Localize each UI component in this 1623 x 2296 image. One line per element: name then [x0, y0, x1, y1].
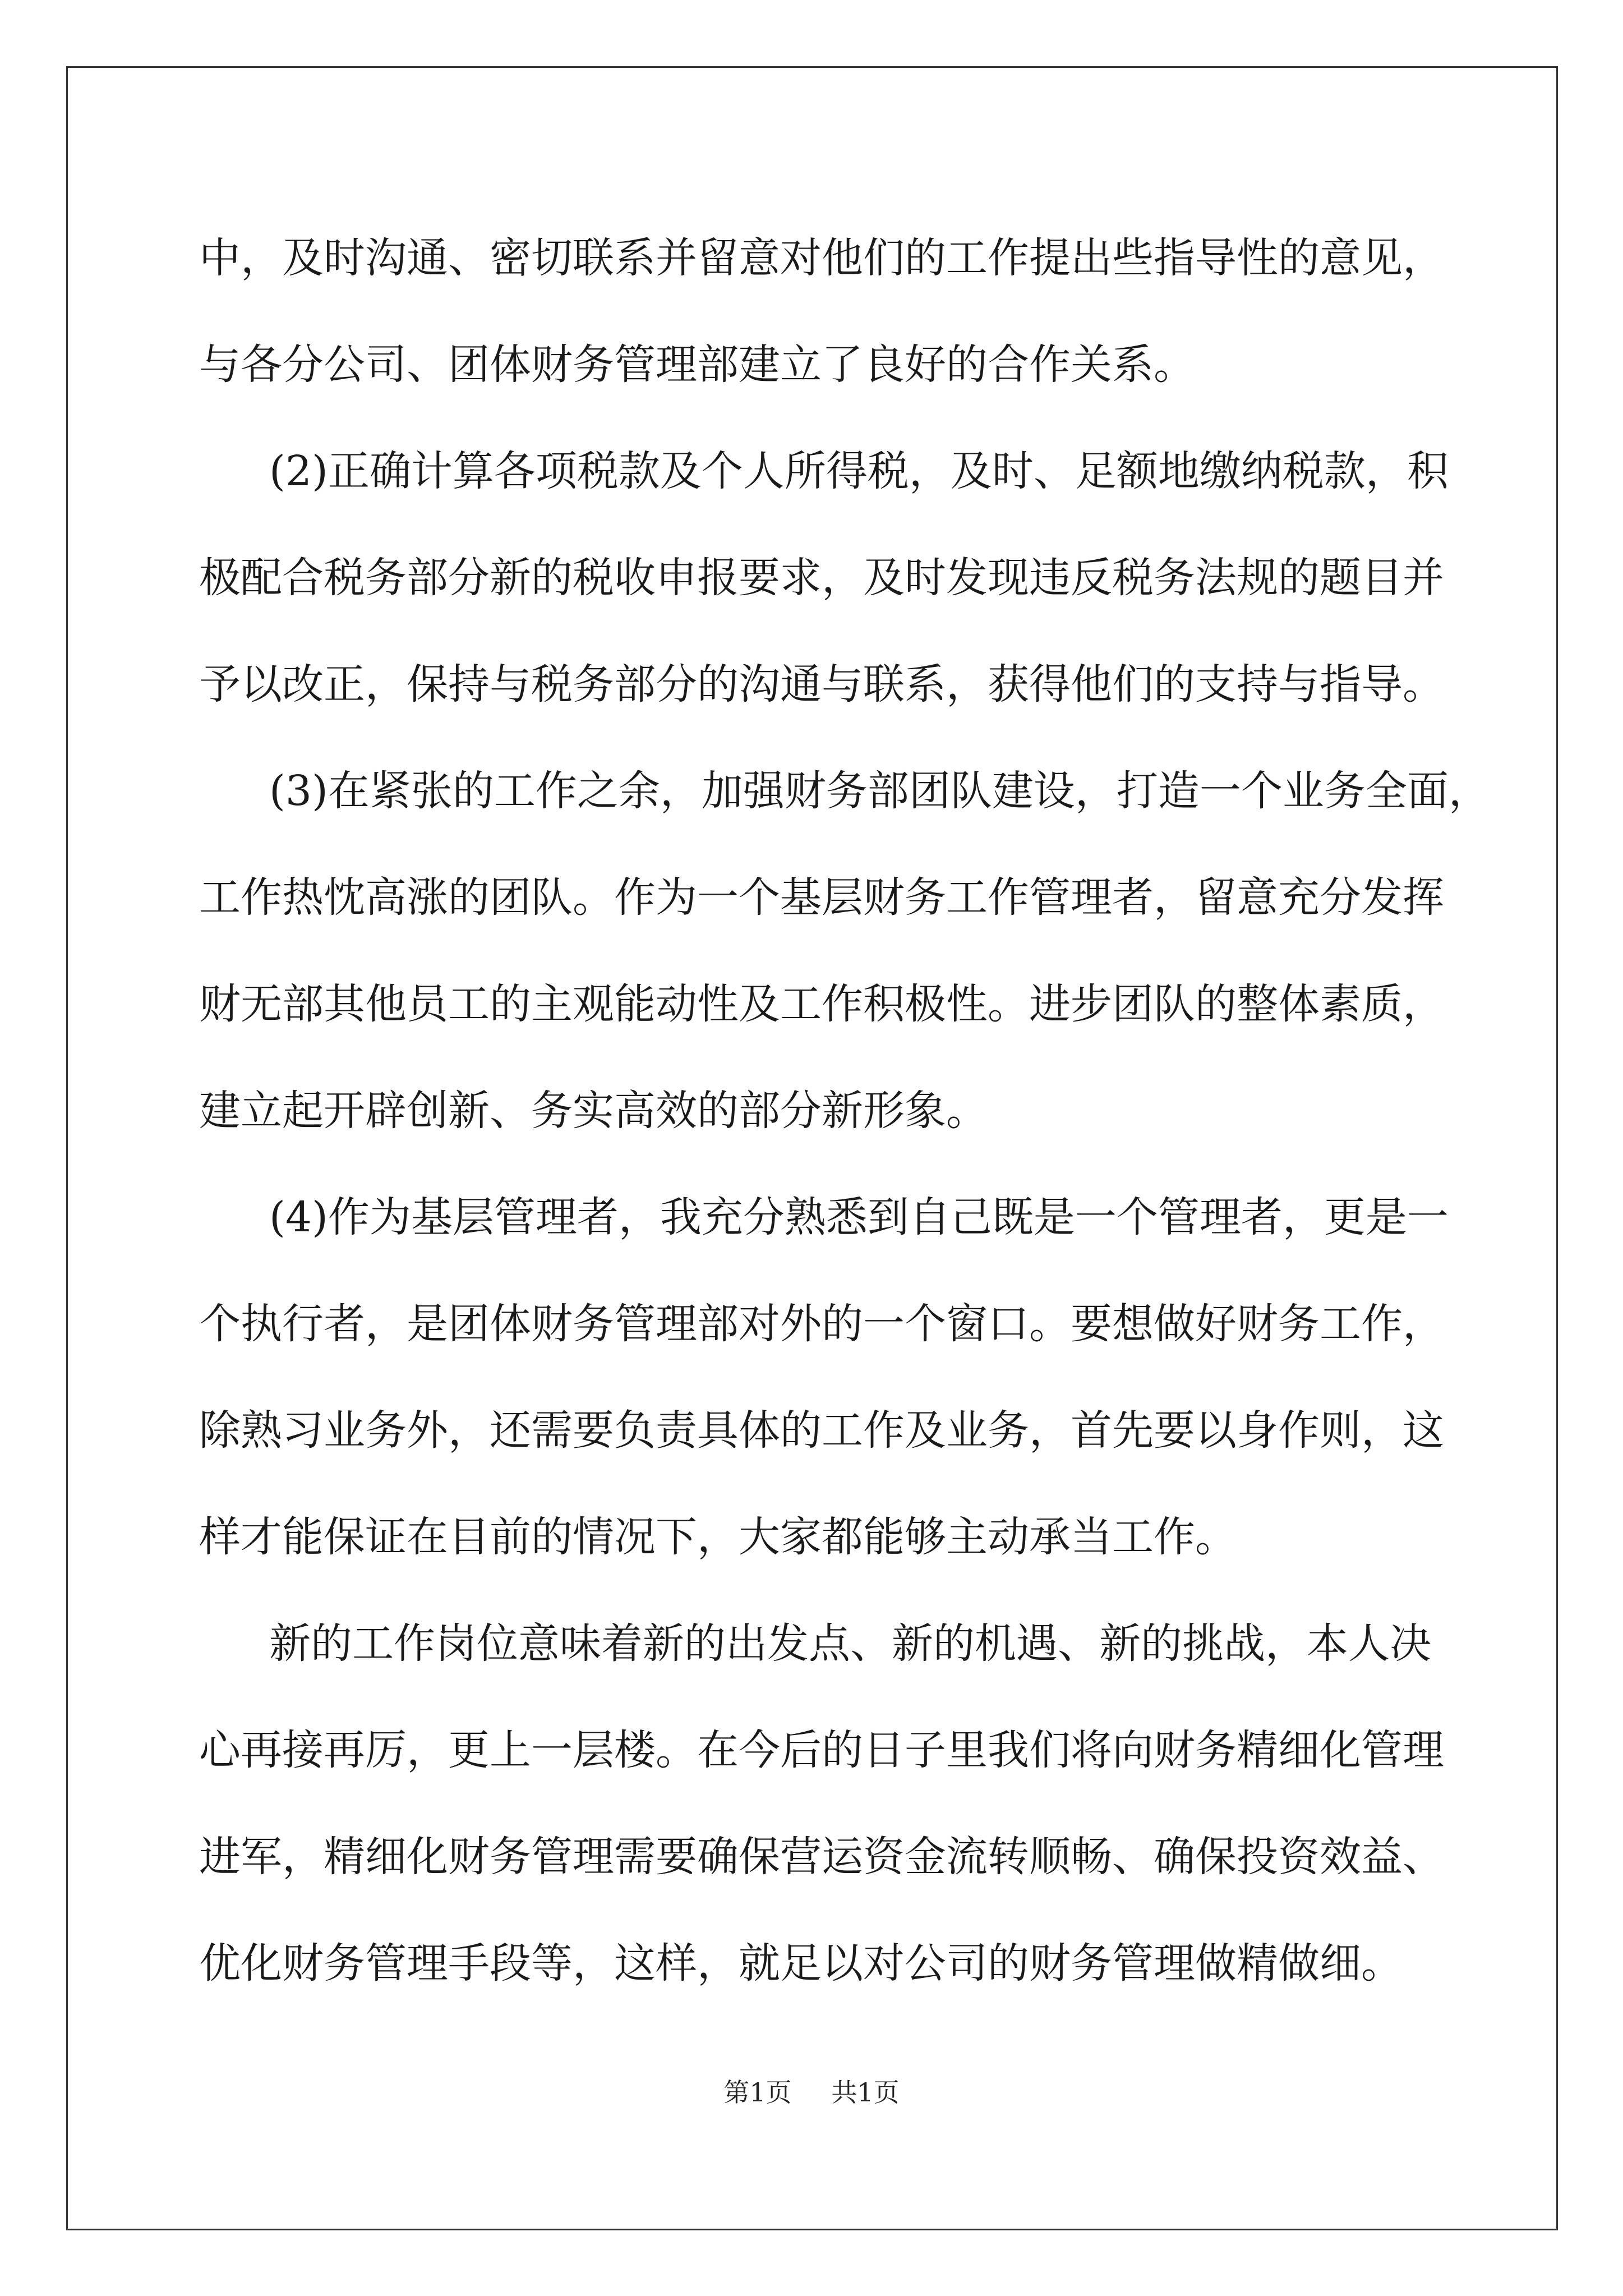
- paragraph-3-line-1: (3)在紧张的工作之余，加强财务部团队建设，打造一个业务全面，: [269, 767, 1490, 815]
- paragraph-5-line-2: 心再接再厉，更上一层楼。在今后的日子里我们将向财务精细化管理: [199, 1726, 1444, 1774]
- paragraph-3-line-2: 工作热忱高涨的团队。作为一个基层财务工作管理者，留意充分发挥: [199, 873, 1444, 922]
- paragraph-1-line-1: 中，及时沟通、密切联系并留意对他们的工作提出些指导性的意见，: [199, 234, 1444, 282]
- paragraph-5-line-4: 优化财务管理手段等，这样，就足以对公司的财务管理做精做细。: [199, 1939, 1403, 1987]
- page-footer: [0, 2076, 1623, 2109]
- paragraph-3-line-4: 建立起开辟创新、务实高效的部分新形象。: [199, 1087, 988, 1135]
- paragraph-5-line-3: 进军，精细化财务管理需要确保营运资金流转顺畅、确保投资效益、: [199, 1833, 1444, 1881]
- paragraph-4-line-1: (4)作为基层管理者，我充分熟悉到自己既是一个管理者，更是一: [269, 1193, 1449, 1241]
- paragraph-1-line-2: 与各分公司、团体财务管理部建立了良好的合作关系。: [199, 341, 1195, 389]
- paragraph-4-line-2: 个执行者，是团体财务管理部对外的一个窗口。要想做好财务工作，: [199, 1300, 1444, 1348]
- paragraph-2-line-2: 极配合税务部分新的税收申报要求，及时发现违反税务法规的题目并: [199, 554, 1444, 602]
- paragraph-4-line-3: 除熟习业务外，还需要负责具体的工作及业务，首先要以身作则，这: [199, 1406, 1444, 1455]
- paragraph-2-line-1: (2)正确计算各项税款及个人所得税，及时、足额地缴纳税款，积: [269, 447, 1449, 495]
- paragraph-3-line-3: 财无部其他员工的主观能动性及工作积极性。进步团队的整体素质，: [199, 980, 1444, 1028]
- page-number: 第1页: [723, 2077, 792, 2108]
- page-total: 共1页: [831, 2077, 900, 2108]
- paragraph-4-line-4: 样才能保证在目前的情况下，大家都能够主动承当工作。: [199, 1513, 1237, 1561]
- document-body: [199, 205, 1490, 2017]
- paragraph-2-line-3: 予以改正，保持与税务部分的沟通与联系，获得他们的支持与指导。: [199, 660, 1444, 708]
- paragraph-5-line-1: 新的工作岗位意味着新的出发点、新的机遇、新的挑战，本人决: [269, 1619, 1431, 1668]
